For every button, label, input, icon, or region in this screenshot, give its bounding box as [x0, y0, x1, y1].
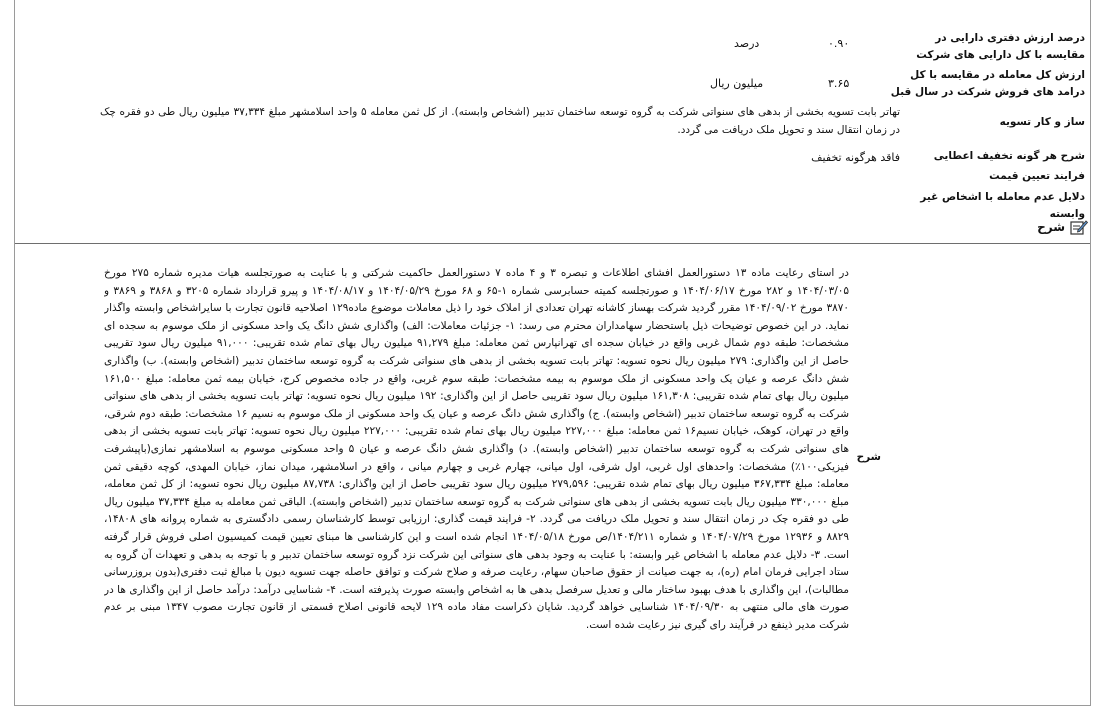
edit-icon — [1070, 219, 1088, 235]
row-discount-label: شرح هر گونه تخفیف اعطایی — [933, 150, 1085, 162]
row-book-value-value: ۰.۹۰ — [828, 37, 850, 50]
row-sales-ratio-unit: میلیون ریال — [710, 77, 764, 90]
row-sales-ratio-label: ارزش کل معامله در مقایسه با کل درامد های فروش شرکت در سال قبل — [890, 69, 1085, 98]
row-book-value-unit: درصد — [734, 37, 760, 50]
row-pricing-label: فرایند تعیین قیمت — [989, 170, 1085, 182]
description-text: در استای رعایت ماده ۱۳ دستورالعمل افشای اطلاعات و تبصره ۳ و ۴ ماده ۷ دستورالعمل حاکمیت شرکتی و با عنایت به صورتجلسه هیات مدیره شماره ۲۷۵ مورخ ۱۴۰۴/۰۳/۰۵ و ۲۸۲ مورخ ۱۴۰۴/۰۶/۱۷ و صورتجلسه کمیته حسابرسی شماره ۱-۶۵ و ۶۸ مورخ ۱۴۰۴/۰۵/۲۹ و ۱۴۰۴/۰۸/۱۷ و پیرو قرارداد شماره ۳۲۰۵ و ۳۸۶۸ و ۳۸۶۹ و ۳۸۷۰ مورخ ۱۴۰۴/۰۹/۰۲ مقرر گردید شرکت بهساز کاشانه تهران تعدادی از املاک خود را ذیل معاملات موضوع ماده۱۲۹ اصلاحیه قانون تجارت با سایراشخاص وابسته واگذار نماید. در این خصوص توضیحات ذیل باستحضار سهامداران محترم می رسد: ۱- جزئیات معاملات: الف) واگذاری شش دانگ یک واحد مسکونی از ملک موسوم به سجده ای مشخصات: طبقه دوم شمال غربی واقع در خیابان سجده ای تهرانپارس ثمن معامله: مبلغ ۹۱,۲۷۹ میلیون ریال بهای تمام شده تقریبی: ۹۱,۰۰۰ میلیون ریال سود تقریبی حاصل از این واگذاری: ۲۷۹ میلیون ریال نحوه تسویه: تهاتر بابت تسویه بخشی از بدهی های سنواتی شرکت به گروه توسعه ساختمان تدبیر (اشخاص وابسته). ب) واگذاری شش دانگ عرصه و عیان یک واحد مسکونی از ملک موسوم به بیمه مشخصات: طبقه سوم غربی، واقع در جاده مخصوص کرج، خیابان بیمه ثمن معامله: مبلغ ۱۶۱,۵۰۰ میلیون ریال بهای تمام شده تقریبی: ۱۶۱,۳۰۸ میلیون ریال سود تقریبی حاصل از این واگذاری: ۱۹۲ میلیون ریال نحوه تسویه: تهاتر بابت تسویه بخشی از بدهی های سنواتی شرکت به گروه توسعه ساختمان تدبیر (اشخاص وابسته). ج) واگذاری شش دانگ عرصه و عیان یک واحد مسکونی از ملک موسوم به نسیم ۱۶ مشخصات: طبقه دوم شرقی، واقع در تهران، کوهک، خیابان نسیم۱۶ ثمن معامله: مبلغ ۲۲۷,۰۰۰ میلیون ریال بهای تمام شده تقریبی: ۲۲۷,۰۰۰ میلیون ریال نحوه تسویه: تهاتر بابت تسویه بخشی از بدهی های سنواتی شرکت به گروه توسعه ساختمان تدبیر (اشخاص وابسته). د) واگذاری شش دانگ عرصه و عیان ۵ واحد مسکونی موسوم به اسلامشهر نمازی(باپیشرفت فیزیکی۱۰۰٪) مشخصات: واحدهای اول غربی، اول شرقی، اول میانی، چهارم غربی و چهارم میانی ، واقع در اسلامشهر، میدان نماز، خیابان المهدی، کوچه دقیقی ثمن معامله: مبلغ ۳۶۷,۳۳۴ میلیون ریال بهای تمام شده تقریبی: ۲۷۹,۵۹۶ میلیون ریال سود تقریبی حاصل از این واگذاری: ۸۷,۷۳۸ میلیون ریال نحوه تسویه: از کل ثمن معامله، مبلغ ۳۳۰,۰۰۰ میلیون ریال بابت تسویه بخشی از بدهی های سنواتی شرکت به گروه توسعه ساختمان تدبیر (اشخاص وابسته). الباقی ثمن معامله به مبلغ ۳۷,۳۳۴ میلیون ریال طی دو فقره چک در زمان انتقال سند و تحویل ملک دریافت می گردد. ۲- فرایند قیمت گذاری: ارزیابی توسط کارشناسان رسمی دادگستری به شماره پروانه های ۱۴۸۰۸، ۸۸۲۹ و ۱۲۹۳۶ مورخ ۱۴۰۴/۰۷/۲۹ و شماره ۱۴۰۴/۲۱۱/ص مورخ ۱۴۰۴/۰۵/۱۸ انجام شده است و این کارشناسی ها مبنای تعیین قیمت کمیسیون اصلی فروش قرار گرفته است. ۳- دلایل عدم معامله با اشخاص غیر وابسته: با عنایت به وجود بدهی های سنواتی این شرکت نزد گروه توسعه ساختمان تدبیر و با توجه به بدهی و تعهدات آن گروه به ستاد اجرایی فرمان امام (ره)، به جهت صیانت از حقوق صاحبان سهام، رعایت صرفه و صلاح شرکت و توافق حاصله جهت تسویه دیون با مبالغ ثبت دفتری(بدون بروزرسانی مطالبات)، این واگذاری با هدف بهبود ساختار مالی و تعدیل سرفصل بدهی ها به اشخاص وابسته صورت پذیرفته است. ۴- شناسایی درآمد: درآمد حاصل از این واگذاری ها در صورت های مالی منتهی به ۱۴۰۴/۰۹/۳۰ شناسایی خواهد گردید. شایان ذکراست مفاد ماده ۱۲۹ لایحه قانونی اصلاح قسمتی از قانون تجارت مصوب ۱۳۴۷ مبنی بر عدم شرکت مدیر ذینفع در فرآیند رای گیری نیز رعایت شده است. — [104, 267, 849, 631]
section-title: شرح — [1037, 220, 1065, 234]
row-book-value-label: درصد ارزش دفتری دارایی در مقایسه با کل دارایی های شرکت — [916, 32, 1085, 61]
row-unrelated-label: دلایل عدم معامله با اشخاص غیر وابسته — [920, 191, 1085, 220]
row-settlement-label: ساز و کار تسویه — [999, 116, 1085, 128]
row-sales-ratio-value: ۳.۶۵ — [828, 77, 850, 90]
description-label: شرح — [856, 451, 881, 463]
section-divider — [15, 243, 1090, 244]
row-settlement-text: تهاتر بابت تسویه بخشی از بدهی های سنواتی شرکت به گروه توسعه ساختمان تدبیر (اشخاص وابسته). از کل ثمن معامله ۵ واحد اسلامشهر مبلغ ۳۷,۳۳۴ میلیون ریال طی دو فقره چک در زمان انتقال سند و تحویل ملک دریافت می گردد. — [100, 106, 900, 136]
row-discount-text: فاقد هرگونه تخفیف — [811, 151, 900, 164]
